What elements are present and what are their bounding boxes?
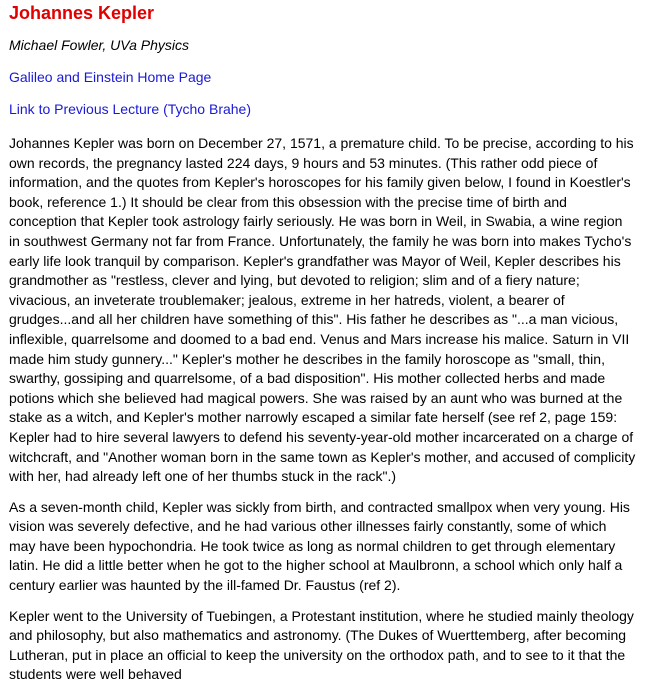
previous-lecture-link[interactable]: Link to Previous Lecture (Tycho Brahe) — [9, 101, 252, 117]
paragraph-childhood: As a seven-month child, Kepler was sickly from birth, and contracted smallpox when very young. His vision was severely defective, and he had various other illnesses fairly constantly, some of which may have been hypochondria. He took twice as long as normal children to get through elementary latin. He did a little better when he got to the higher school at Maulbronn, a school which only half a century earlier was haunted by the ill-famed Dr. Faustus (ref 2). — [9, 498, 630, 594]
page-title: Johannes Kepler — [9, 3, 155, 23]
paragraph-birth-family: Johannes Kepler was born on December 27, 1571, a premature child. To be precise, according to his own records, the pregnancy lasted 224 days, 9 hours and 53 minutes. (This rather odd piece of information, and the quotes from Kepler's horoscopes for his family given below, I found in Koestler's book, reference 1.) It should be clear from this obsession with the precise time of birth and conception that Kepler took astrology fairly seriously. He was born in Weil, in Swabia, a wine region in southwest Germany not far from France. Unfortunately, the family he was born into makes Tycho's early life look tranquil by comparison. Kepler's grandfather was Mayor of Weil, Kepler describes his grandmother as "restless, clever and lying, but devoted to religion; slim and of a fiery nature; vivacious, an inveterate troublemaker; jealous, extreme in her hatreds, violent, a bearer of grudges...and all her children have something of this". His father he describes as "...a man vicious, inflexible, quarrelsome and doomed to a bad end. Venus and Mars increase his malice. Saturn in VII made him study gunnery..." Kepler's mother he describes in the family horoscope as "small, thin, swarthy, gossiping and quarrelsome, of a bad disposition". His mother collected herbs and made potions which she believed had magical powers. She was raised by an aunt who was burned at the stake as a witch, and Kepler's mother narrowly escaped a similar fate herself (see ref 2, page 159: Kepler had to hire several lawyers to defend his seventy-year-old mother incarcerated on a charge of witchcraft, and "Another woman born in the same town as Kepler's mother, and accused of complicity with her, had already left one of her thumbs stuck in the rack".) — [9, 135, 636, 485]
author-byline: Michael Fowler, UVa Physics — [9, 37, 189, 53]
home-page-link[interactable]: Galileo and Einstein Home Page — [9, 69, 212, 85]
paragraph-university: Kepler went to the University of Tuebingen, a Protestant institution, where he studied mainly theology and philosophy, but also mathematics and astronomy. (The Dukes of Wuerttemberg, after becoming Lutheran, put in place an official to keep the university on the orthodox path, and to see to it that the students were well behaved — [9, 607, 634, 683]
